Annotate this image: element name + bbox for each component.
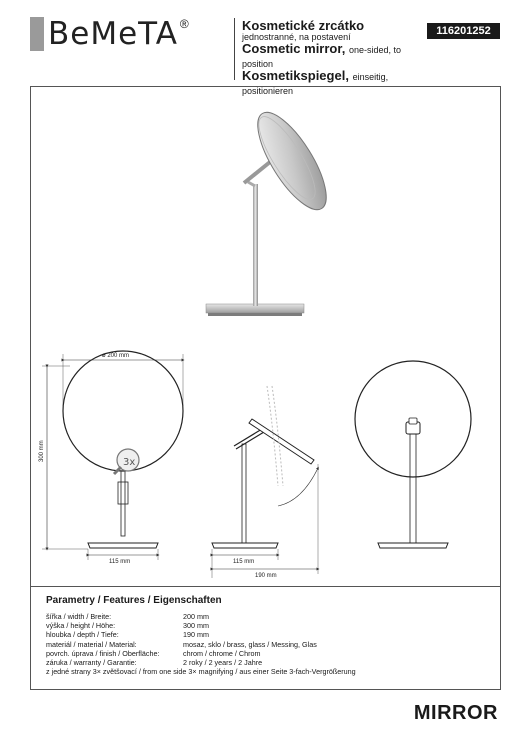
technical-drawing [30,86,501,586]
title-cz: Kosmetické zrcátko [242,18,365,33]
spec-label: povrch. úprava / finish / Oberfläche: [46,648,160,658]
title-en: Cosmetic mirror, [242,41,346,57]
subtitle-cz: jednostranné, na postavení [242,31,351,42]
dim-depth: 190 mm [255,573,277,579]
registered-mark: ® [179,17,189,31]
brand-logo [30,14,189,54]
spec-value: 190 mm [183,630,209,640]
spec-value: 200 mm [183,612,209,621]
spec-label: šířka / width / Breite: [46,612,112,621]
features-title: Parametry / Features / Eigenschaften [46,595,222,606]
spec-value: mosaz, sklo / brass, glass / Messing, Glas [183,639,317,649]
title-en-row [242,42,432,69]
product-titles [242,19,432,97]
header-separator [234,18,235,80]
dim-height: 300 mm [39,440,45,462]
subtitle-en: one-sided, to position [242,45,401,69]
spec-row-warranty [46,658,485,667]
category-title: MIRROR [413,702,498,724]
dim-base-side: 115 mm [233,559,255,565]
spec-label: výška / height / Höhe: [46,621,116,631]
spec-value: 2 roky / 2 years / 2 Jahre [183,658,263,668]
spec-row-height [46,621,485,630]
front-view [39,351,183,565]
spec-row-depth [46,630,485,639]
spec-label: materiál / material / Material: [46,639,137,649]
magnify-note: z jedné strany 3× zvětšovací / from one side 3× magnifying / aus einer Seite 3-fach-Vergrößerung [46,667,356,677]
dim-base-front: 115 mm [109,559,131,565]
spec-value: 300 mm [183,621,209,631]
brand-name: BeMeTA [48,16,178,52]
spec-row-material [46,640,485,649]
spec-label: záruka / warranty / Garantie: [46,658,137,668]
spec-row-finish [46,649,485,658]
product-render [206,103,339,316]
features-table [30,586,501,690]
spec-row-width [46,612,485,621]
magnify-label: 3x [123,457,136,468]
title-de: Kosmetikspiegel, [242,68,349,84]
spec-label: hloubka / depth / Tiefe: [46,630,119,640]
dim-diameter: ø 200 mm [102,353,130,359]
side-view [212,386,318,579]
spec-value: chrom / chrome / Chrom [183,648,261,658]
brand-mark [30,17,44,51]
subtitle-de: einseitig, positionieren [242,72,389,96]
back-view [355,361,471,548]
product-code: 116201252 [427,23,500,39]
